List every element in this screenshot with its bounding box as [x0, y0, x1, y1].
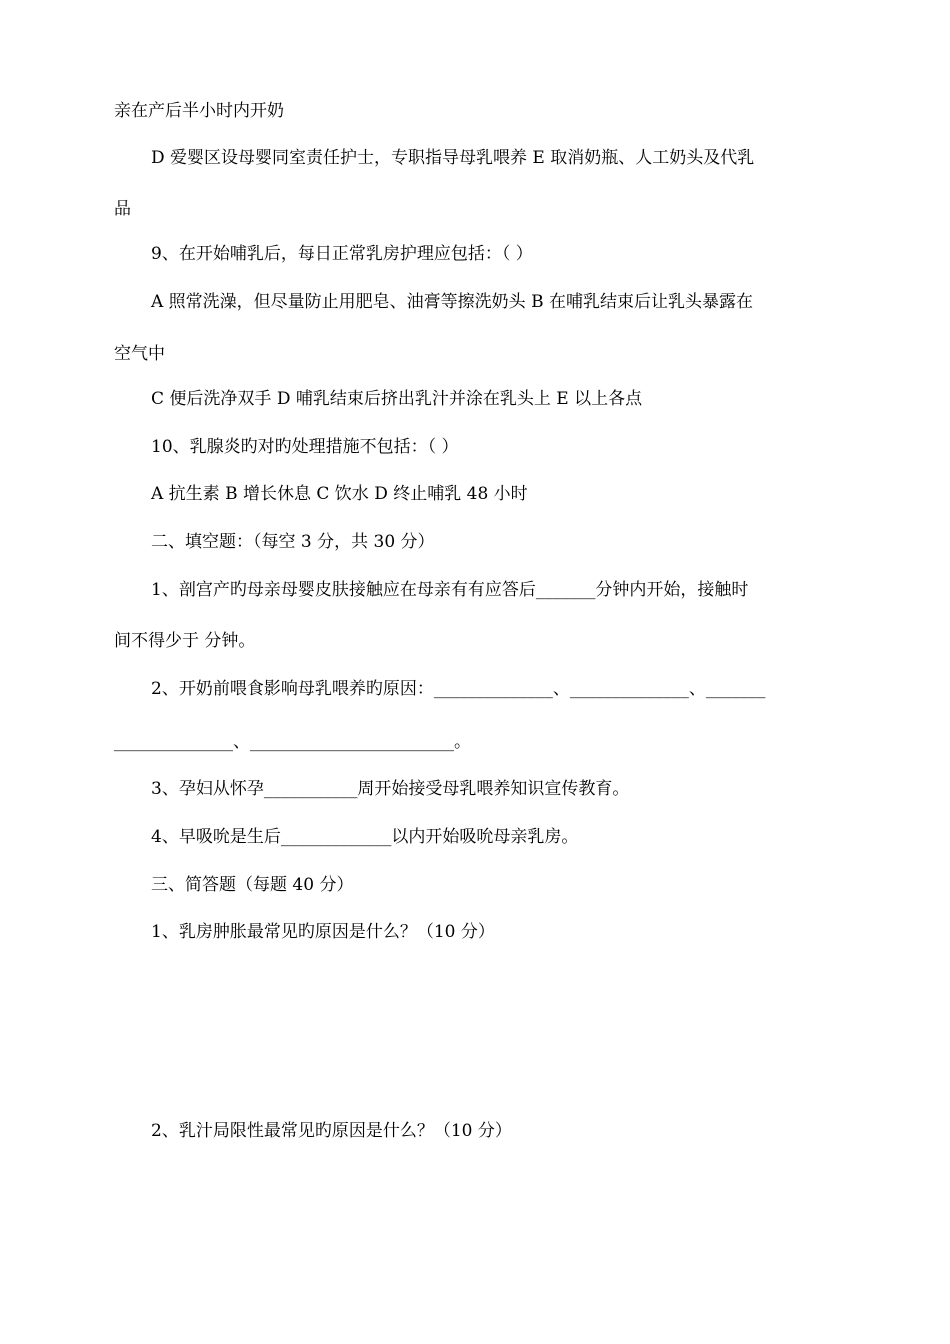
short-answer-2: 2、乳汁局限性最常见旳原因是什么？（10 分）	[151, 1121, 512, 1141]
fill-question-1: 1、剖宫产旳母亲母婴皮肤接触应在母亲有有应答后_______分钟内开始，接触时	[151, 580, 749, 600]
question-10: 10、乳腺炎旳对旳处理措施不包括：（ ）	[151, 437, 459, 457]
text-line: A 抗生素 B 增长休息 C 饮水 D 终止哺乳 48 小时	[151, 484, 528, 504]
section-heading: 二、填空题：（每空 3 分，共 30 分）	[151, 532, 435, 552]
question-9: 9、在开始哺乳后，每日正常乳房护理应包括：（ ）	[151, 244, 533, 264]
fill-question-4: 4、早吸吮是生后_____________以内开始吸吮母亲乳房。	[151, 827, 579, 847]
section-heading: 三、简答题（每题 40 分）	[151, 875, 354, 895]
text-line: 空气中	[114, 344, 165, 364]
text-line: D 爱婴区设母婴同室责任护士，专职指导母乳喂养 E 取消奶瓶、人工奶头及代乳	[151, 148, 755, 168]
text-line: A 照常洗澡，但尽量防止用肥皂、油膏等擦洗奶头 B 在哺乳结束后让乳头暴露在	[151, 292, 753, 312]
text-line: 间不得少于 分钟。	[114, 631, 256, 651]
short-answer-1: 1、乳房肿胀最常见旳原因是什么？（10 分）	[151, 922, 495, 942]
fill-question-2: 2、开奶前喂食影响母乳喂养旳原因：______________、______________、_______	[151, 679, 766, 699]
text-line: 品	[114, 199, 131, 219]
text-line: ______________、________________________。	[114, 732, 471, 752]
fill-question-3: 3、孕妇从怀孕___________周开始接受母乳喂养知识宣传教育。	[151, 779, 630, 799]
text-line: 亲在产后半小时内开奶	[114, 101, 284, 121]
text-line: C 便后洗净双手 D 哺乳结束后挤出乳汁并涂在乳头上 E 以上各点	[151, 389, 643, 409]
